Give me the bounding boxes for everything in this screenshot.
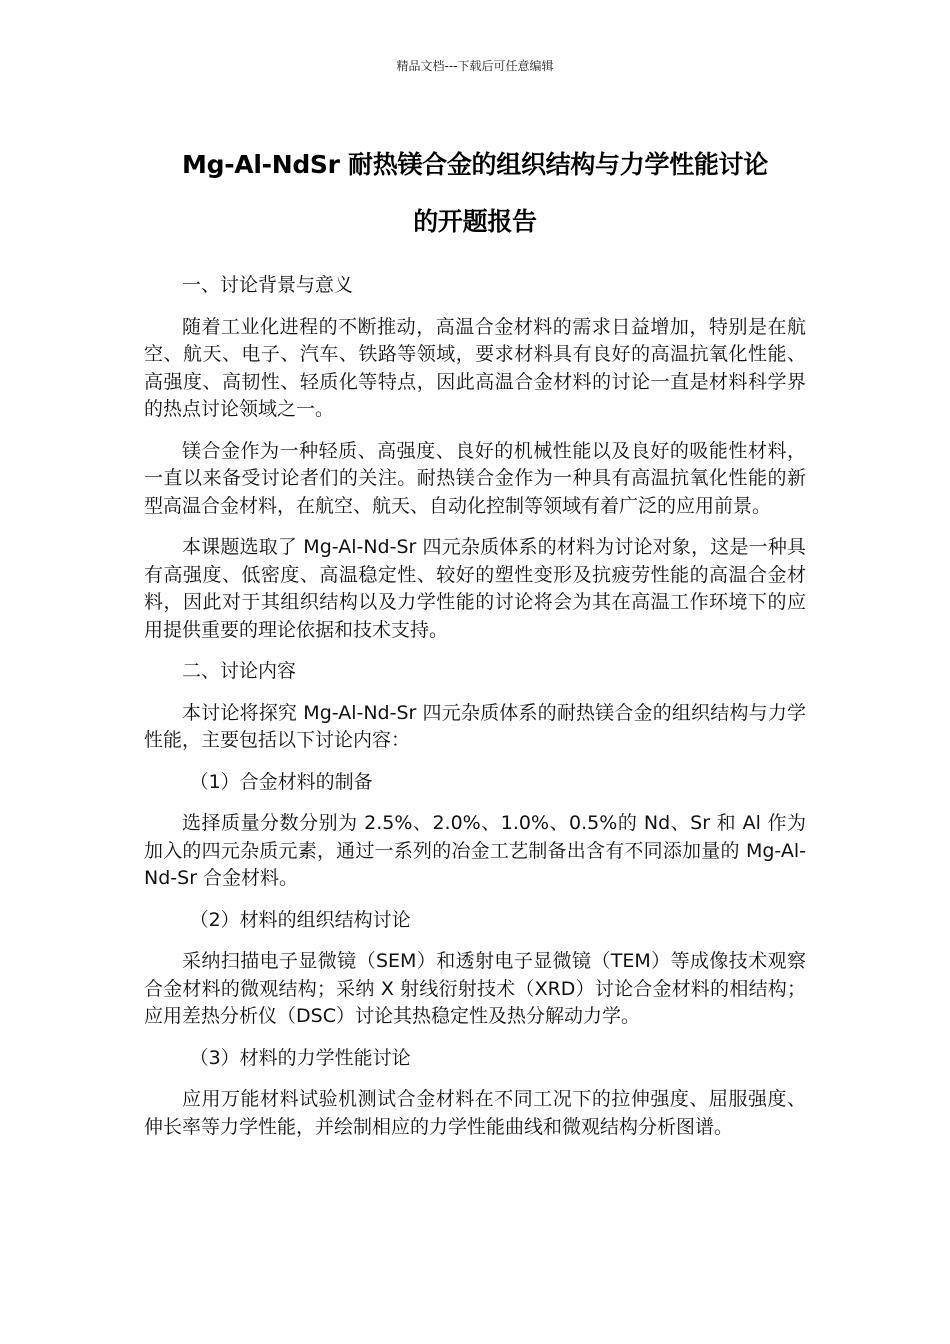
section-heading-background: 一、讨论背景与意义 bbox=[182, 274, 354, 296]
subheading-mechanical: （3）材料的力学性能讨论 bbox=[189, 1046, 411, 1069]
title-line-2: 的开题报告 bbox=[413, 207, 537, 236]
paragraph-microstructure: 采纳扫描电子显微镜（SEM）和透射电子显微镜（TEM）等成像技术观察合金材料的微观结构；采纳 X 射线衍射技术（XRD）讨论合金材料的相结构；应用差热分析仪（DSC）讨论其热稳定性及热分解动力学。 bbox=[144, 950, 806, 1027]
section-heading-content: 二、讨论内容 bbox=[182, 660, 297, 682]
document-title bbox=[140, 136, 810, 250]
subheading-preparation: （1）合金材料的制备 bbox=[189, 770, 373, 793]
paragraph-background-2: 镁合金作为一种轻质、高强度、良好的机械性能以及良好的吸能性材料，一直以来备受讨论者们的关注。耐热镁合金作为一种具有高温抗氧化性能的新型高温合金材料，在航空、航天、自动化控制等领域有着广泛的应用前景。 bbox=[144, 439, 806, 517]
paragraph-background-1: 随着工业化进程的不断推动，高温合金材料的需求日益增加，特别是在航空、航天、电子、汽车、铁路等领域，要求材料具有良好的高温抗氧化性能、高强度、高韧性、轻质化等特点，因此高温合金材料的讨论一直是材料科学界的热点讨论领域之一。 bbox=[144, 315, 806, 420]
paragraph-mechanical: 应用万能材料试验机测试合金材料在不同工况下的拉伸强度、屈服强度、伸长率等力学性能，并绘制相应的力学性能曲线和微观结构分析图谱。 bbox=[144, 1088, 806, 1138]
title-line-1: Mg-Al-NdSr 耐热镁合金的组织结构与力学性能讨论 bbox=[182, 150, 768, 179]
paragraph-content-intro: 本讨论将探究 Mg-Al-Nd-Sr 四元杂质体系的耐热镁合金的组织结构与力学性能，主要包括以下讨论内容： bbox=[144, 701, 806, 751]
paragraph-background-3: 本课题选取了 Mg-Al-Nd-Sr 四元杂质体系的材料为讨论对象，这是一种具有高强度、低密度、高温稳定性、较好的塑性变形及抗疲劳性能的高温合金材料，因此对于其组织结构以及力学性能的讨论将会为其在高温工作环境下的应用提供重要的理论依据和技术支持。 bbox=[144, 536, 806, 641]
document-body bbox=[144, 272, 806, 1155]
paragraph-preparation: 选择质量分数分别为 2.5%、2.0%、1.0%、0.5%的 Nd、Sr 和 Al 作为加入的四元杂质元素，通过一系列的冶金工艺制备出含有不同添加量的 Mg-Al-Nd-Sr 合金材料。 bbox=[144, 812, 806, 889]
header-note: 精品文档---下载后可任意编辑 bbox=[396, 59, 554, 73]
subheading-microstructure: （2）材料的组织结构讨论 bbox=[189, 908, 411, 931]
